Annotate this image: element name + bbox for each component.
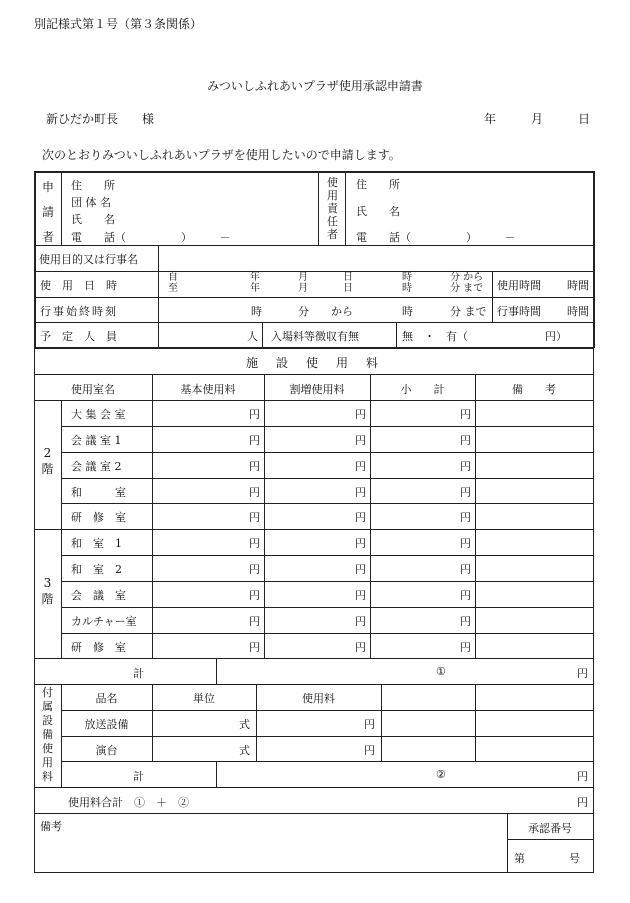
equipment-item-yen: 円	[364, 718, 375, 731]
yen-unit: 円	[249, 408, 260, 421]
yen-unit: 円	[460, 408, 471, 421]
addressee: 新ひだか町長 様	[46, 112, 155, 126]
admission-fee-label: 入場料等徴収有無	[271, 330, 359, 343]
applicant-side-label-2: 請	[42, 205, 55, 219]
equipment-item-unit: 式	[239, 744, 250, 757]
yen-unit: 円	[355, 563, 366, 576]
event-until: 分 まで	[450, 305, 487, 318]
equipment-item-name: 演台	[95, 744, 118, 757]
applicant-name-label: 氏 名	[71, 213, 115, 226]
facility-total-yen: 円	[577, 667, 588, 680]
purpose-label: 使用目的又は行事名	[39, 253, 138, 266]
yen-unit: 円	[249, 563, 260, 576]
yen-unit: 円	[460, 460, 471, 473]
facility-header-subtotal: 小 計	[400, 383, 445, 396]
usage-minute: 分 から 分 まで	[450, 272, 484, 294]
equipment-item-unit: 式	[239, 718, 250, 731]
date-day-label: 日	[578, 112, 591, 126]
date-year-label: 年	[484, 112, 497, 126]
applicant-org-label: 団 体 名	[71, 196, 111, 209]
event-hours-unit: 時間	[567, 305, 589, 318]
equipment-item-name: 放送設備	[84, 718, 129, 731]
equipment-total-yen: 円	[577, 770, 588, 783]
usage-hours-unit: 時間	[567, 279, 589, 292]
room-name: 大 集 会 室	[71, 408, 126, 421]
yen-unit: 円	[460, 615, 471, 628]
intro-text: 次のとおりみついしふれあいプラザを使用したいので申請します。	[42, 148, 401, 162]
admission-fee-value: 無 ・ 有（ 円）	[402, 330, 567, 343]
equipment-item-yen: 円	[364, 744, 375, 757]
yen-unit: 円	[460, 641, 471, 654]
facility-total-label: 計	[133, 667, 144, 680]
room-name: 研 修 室	[71, 511, 126, 524]
event-min-1: 分	[298, 305, 309, 318]
event-hour-2: 時	[402, 305, 413, 318]
facility-section-title: 施 設 使 用 料	[245, 356, 381, 370]
event-from: から	[331, 305, 353, 318]
usage-hour: 時 時	[402, 272, 412, 294]
yen-unit: 円	[249, 486, 260, 499]
event-time-label: 行事始終時刻	[40, 305, 118, 318]
floor-2-label: 2 階	[41, 446, 54, 476]
usage-month: 月 月	[298, 272, 308, 294]
room-name: 会 議 室 1	[71, 434, 122, 447]
equipment-total-mark: ②	[436, 768, 446, 781]
yen-unit: 円	[355, 486, 366, 499]
yen-unit: 円	[249, 615, 260, 628]
responsible-phone-label: 電 話（ ） －	[356, 231, 516, 244]
event-hours-label: 行事時間	[497, 305, 541, 318]
yen-unit: 円	[355, 434, 366, 447]
yen-unit: 円	[355, 641, 366, 654]
room-name: 研 修 室	[71, 641, 126, 654]
event-hour-1: 時	[251, 305, 262, 318]
yen-unit: 円	[460, 434, 471, 447]
yen-unit: 円	[460, 486, 471, 499]
yen-unit: 円	[355, 511, 366, 524]
yen-unit: 円	[249, 434, 260, 447]
yen-unit: 円	[355, 460, 366, 473]
page-title: みついしふれあいプラザ使用承認申請書	[207, 79, 423, 93]
grand-total-yen: 円	[577, 796, 588, 809]
room-name: 和 室 1	[71, 537, 122, 550]
applicant-side-label-3: 者	[42, 230, 55, 244]
usage-day: 日 日	[343, 272, 353, 294]
date-month-label: 月	[531, 112, 544, 126]
responsible-name-label: 氏 名	[356, 205, 400, 218]
yen-unit: 円	[249, 511, 260, 524]
yen-unit: 円	[355, 615, 366, 628]
yen-unit: 円	[460, 563, 471, 576]
equipment-side-label: 付 属 設 備 使 用 料	[42, 686, 53, 783]
yen-unit: 円	[355, 537, 366, 550]
responsible-side-label: 使 用 責 任 者	[327, 176, 338, 241]
yen-unit: 円	[460, 537, 471, 550]
room-name: 会 議 室 2	[71, 460, 122, 473]
yen-unit: 円	[355, 408, 366, 421]
yen-unit: 円	[249, 589, 260, 602]
room-name: 会 議 室	[71, 589, 126, 602]
applicant-phone-label: 電 話（ ） －	[71, 231, 231, 244]
usage-year: 年 年	[250, 272, 260, 294]
usage-from-to: 自 至	[168, 272, 178, 294]
yen-unit: 円	[460, 589, 471, 602]
facility-total-mark: ①	[436, 665, 446, 678]
applicant-side-label-1: 申	[42, 180, 55, 194]
yen-unit: 円	[249, 460, 260, 473]
usage-hours-label: 使用時間	[497, 279, 541, 292]
yen-unit: 円	[249, 537, 260, 550]
equipment-total-label: 計	[133, 770, 144, 783]
equipment-header-fee: 使用料	[302, 692, 335, 705]
applicant-address-label: 住 所	[71, 179, 115, 192]
room-name: 和 室	[71, 486, 126, 499]
yen-unit: 円	[460, 511, 471, 524]
planned-count-label: 予 定 人 員	[40, 330, 117, 343]
usage-date-label: 使 用 日 時	[40, 279, 117, 292]
floor-3-label: 3 階	[41, 576, 54, 606]
form-id: 別記様式第１号（第３条関係）	[34, 17, 203, 31]
facility-header-basic: 基本使用料	[180, 383, 236, 396]
facility-header-extra: 割増使用料	[289, 383, 345, 396]
approval-number-value: 第 号	[514, 852, 580, 865]
approval-number-label: 承認番号	[528, 822, 572, 835]
yen-unit: 円	[355, 589, 366, 602]
room-name: カルチャー室	[71, 615, 137, 628]
grand-total-label: 使用料合計 ① ＋ ②	[68, 796, 189, 809]
remarks-label: 備考	[40, 820, 62, 833]
equipment-header-unit: 単位	[193, 692, 215, 705]
facility-header-remarks: 備 考	[512, 383, 556, 396]
yen-unit: 円	[249, 641, 260, 654]
room-name: 和 室 2	[71, 563, 122, 576]
responsible-address-label: 住 所	[356, 178, 400, 191]
planned-count-unit: 人	[247, 330, 258, 343]
facility-header-room: 使用室名	[71, 383, 115, 396]
equipment-header-name: 品名	[95, 692, 118, 705]
